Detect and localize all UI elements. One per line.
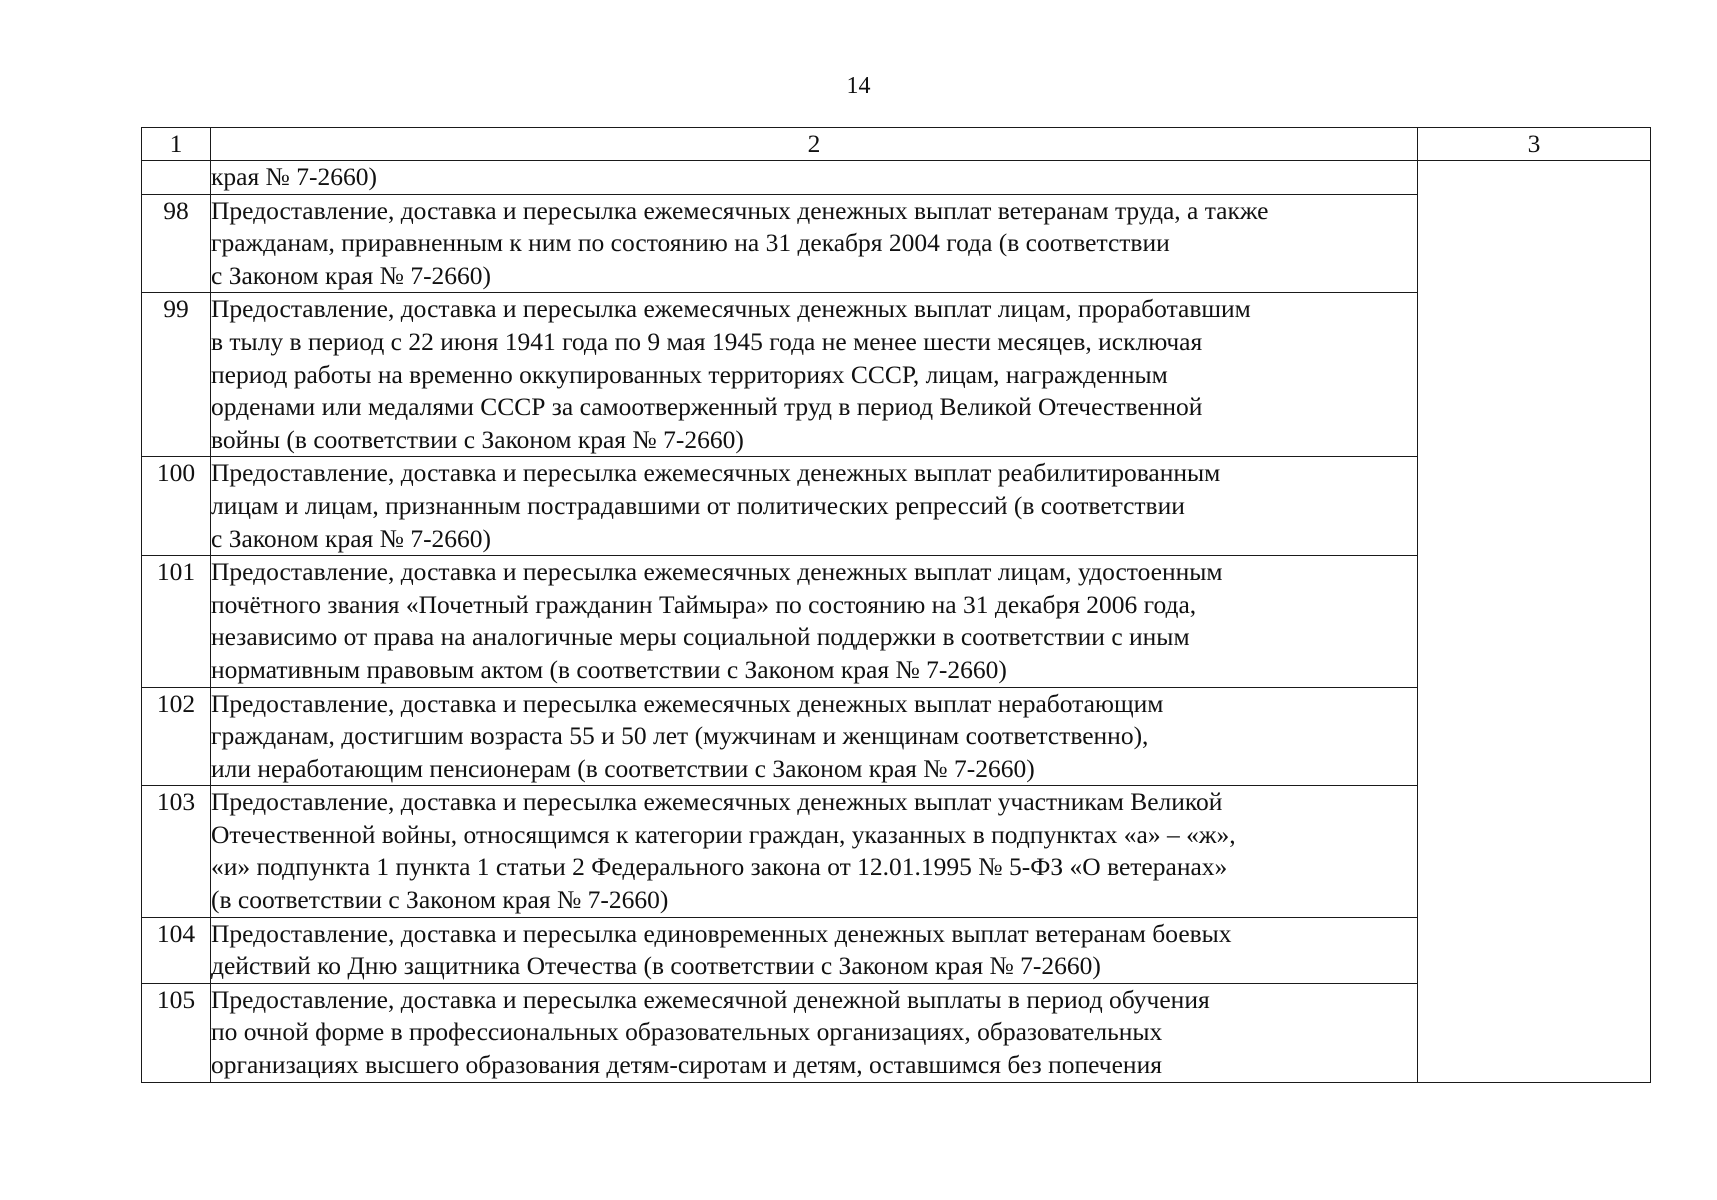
row-number: 103: [142, 786, 211, 917]
row-description: Предоставление, доставка и пересылка ежемесячных денежных выплат неработающим гражданам, достигшим возраста 55 и 50 лет (мужчинам и женщинам соответственно), или неработающим пенсионерам (в соответствии с Законом края № 7-2660): [211, 687, 1418, 786]
row-number: [142, 161, 211, 195]
row-description: Предоставление, доставка и пересылка ежемесячных денежных выплат реабилитированным лицам и лицам, признанным пострадавшими от политических репрессий (в соответствии с Законом края № 7-2660): [211, 457, 1418, 556]
column-3-cell: [1418, 161, 1651, 1083]
row-number: 102: [142, 687, 211, 786]
row-number: 101: [142, 556, 211, 687]
row-description: Предоставление, доставка и пересылка ежемесячных денежных выплат лицам, удостоенным почётного звания «Почетный гражданин Таймыра» по состоянию на 31 декабря 2006 года, независимо от права на аналогичные меры социальной поддержки в соответствии с иным нормативным правовым актом (в соответствии с Законом края № 7-2660): [211, 556, 1418, 687]
row-description: Предоставление, доставка и пересылка ежемесячной денежной выплаты в период обучения по очной форме в профессиональных образовательных организациях, образовательных организациях высшего образования детям-сиротам и детям, оставшимся без попечения: [211, 983, 1418, 1082]
row-description: Предоставление, доставка и пересылка единовременных денежных выплат ветеранам боевых действий ко Дню защитника Отечества (в соответствии с Законом края № 7-2660): [211, 917, 1418, 983]
row-number: 100: [142, 457, 211, 556]
column-header-1: 1: [142, 128, 211, 161]
row-description: Предоставление, доставка и пересылка ежемесячных денежных выплат лицам, проработавшим в тылу в период с 22 июня 1941 года по 9 мая 1945 года не менее шести месяцев, исключая период работы на временно оккупированных территориях СССР, лицам, награжденным орденами или медалями СССР за самоотверженный труд в период Великой Отечественной войны (в соответствии с Законом края № 7-2660): [211, 293, 1418, 457]
row-description: Предоставление, доставка и пересылка ежемесячных денежных выплат участникам Великой Отечественной войны, относящимся к категории граждан, указанных в подпунктах «а» – «ж», «и» подпункта 1 пункта 1 статьи 2 Федерального закона от 12.01.1995 № 5-ФЗ «О ветеранах» (в соответствии с Законом края № 7-2660): [211, 786, 1418, 917]
column-header-2: 2: [211, 128, 1418, 161]
row-number: 99: [142, 293, 211, 457]
table-row: [142, 161, 1651, 195]
row-number: 105: [142, 983, 211, 1082]
table-header-row: [142, 128, 1651, 161]
row-number: 104: [142, 917, 211, 983]
row-description: Предоставление, доставка и пересылка ежемесячных денежных выплат ветеранам труда, а также гражданам, приравненным к ним по состоянию на 31 декабря 2004 года (в соответствии с Законом края № 7-2660): [211, 194, 1418, 293]
services-table: [141, 127, 1651, 1083]
column-header-3: 3: [1418, 128, 1651, 161]
row-description: края № 7-2660): [211, 161, 1418, 195]
row-number: 98: [142, 194, 211, 293]
page-number: 14: [846, 73, 871, 99]
